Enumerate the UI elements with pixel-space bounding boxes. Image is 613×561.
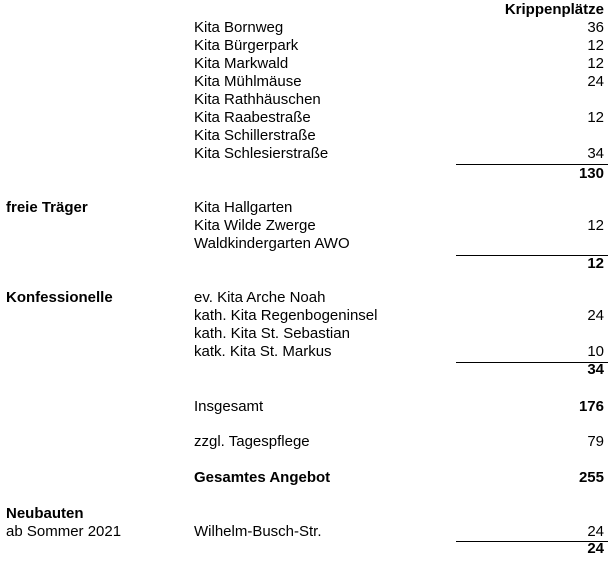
kita-value: 10 [587, 343, 604, 360]
kita-value: 24 [587, 73, 604, 90]
kita-name: Kita Bürgerpark [194, 37, 299, 54]
gesamtes-angebot-value: 255 [578, 469, 604, 486]
section-label-neubauten: Neubauten [6, 505, 84, 522]
kita-name: Kita Markwald [194, 55, 289, 72]
subtotal-divider [456, 362, 608, 363]
subtotal-divider [456, 255, 608, 256]
kita-name: Kita Schlesierstraße [194, 145, 329, 162]
kita-value: 12 [587, 217, 604, 234]
kita-name: ev. Kita Arche Noah [194, 289, 326, 306]
tagespflege-label: zzgl. Tagespflege [194, 433, 310, 450]
tagespflege-value: 79 [587, 433, 604, 450]
kita-name: Kita Bornweg [194, 19, 284, 36]
kita-value: 24 [587, 523, 604, 540]
kita-value: 12 [587, 109, 604, 126]
kita-name: kath. Kita St. Sebastian [194, 325, 350, 342]
insgesamt-label: Insgesamt [194, 398, 264, 415]
kita-name: Kita Wilde Zwerge [194, 217, 316, 234]
subtotal-divider [456, 541, 608, 542]
kita-value: 24 [587, 307, 604, 324]
kita-name: Kita Hallgarten [194, 199, 293, 216]
section-label-freie-traeger: freie Träger [6, 199, 88, 216]
section-label-konfessionelle: Konfessionelle [6, 289, 113, 306]
subtotal-value: 24 [587, 540, 604, 557]
kita-name: Kita Schillerstraße [194, 127, 316, 144]
gesamtes-angebot-label: Gesamtes Angebot [194, 469, 331, 486]
kita-value: 34 [587, 145, 604, 162]
kita-value: 36 [587, 19, 604, 36]
subtotal-value: 12 [587, 255, 604, 272]
column-header-krippenplaetze: Krippenplätze [504, 1, 604, 18]
kita-name: Waldkindergarten AWO [194, 235, 350, 252]
subtotal-value: 34 [587, 361, 604, 378]
kita-value: 12 [587, 37, 604, 54]
section-sublabel-neubauten: ab Sommer 2021 [6, 523, 122, 540]
kita-name: Kita Rathhäuschen [194, 91, 321, 108]
insgesamt-value: 176 [578, 398, 604, 415]
kita-value: 12 [587, 55, 604, 72]
kita-name: Kita Mühlmäuse [194, 73, 302, 90]
kita-name: Kita Raabestraße [194, 109, 311, 126]
kita-name: katk. Kita St. Markus [194, 343, 332, 360]
subtotal-value: 130 [578, 165, 604, 182]
kita-name: Wilhelm-Busch-Str. [194, 523, 322, 540]
kita-name: kath. Kita Regenbogeninsel [194, 307, 378, 324]
